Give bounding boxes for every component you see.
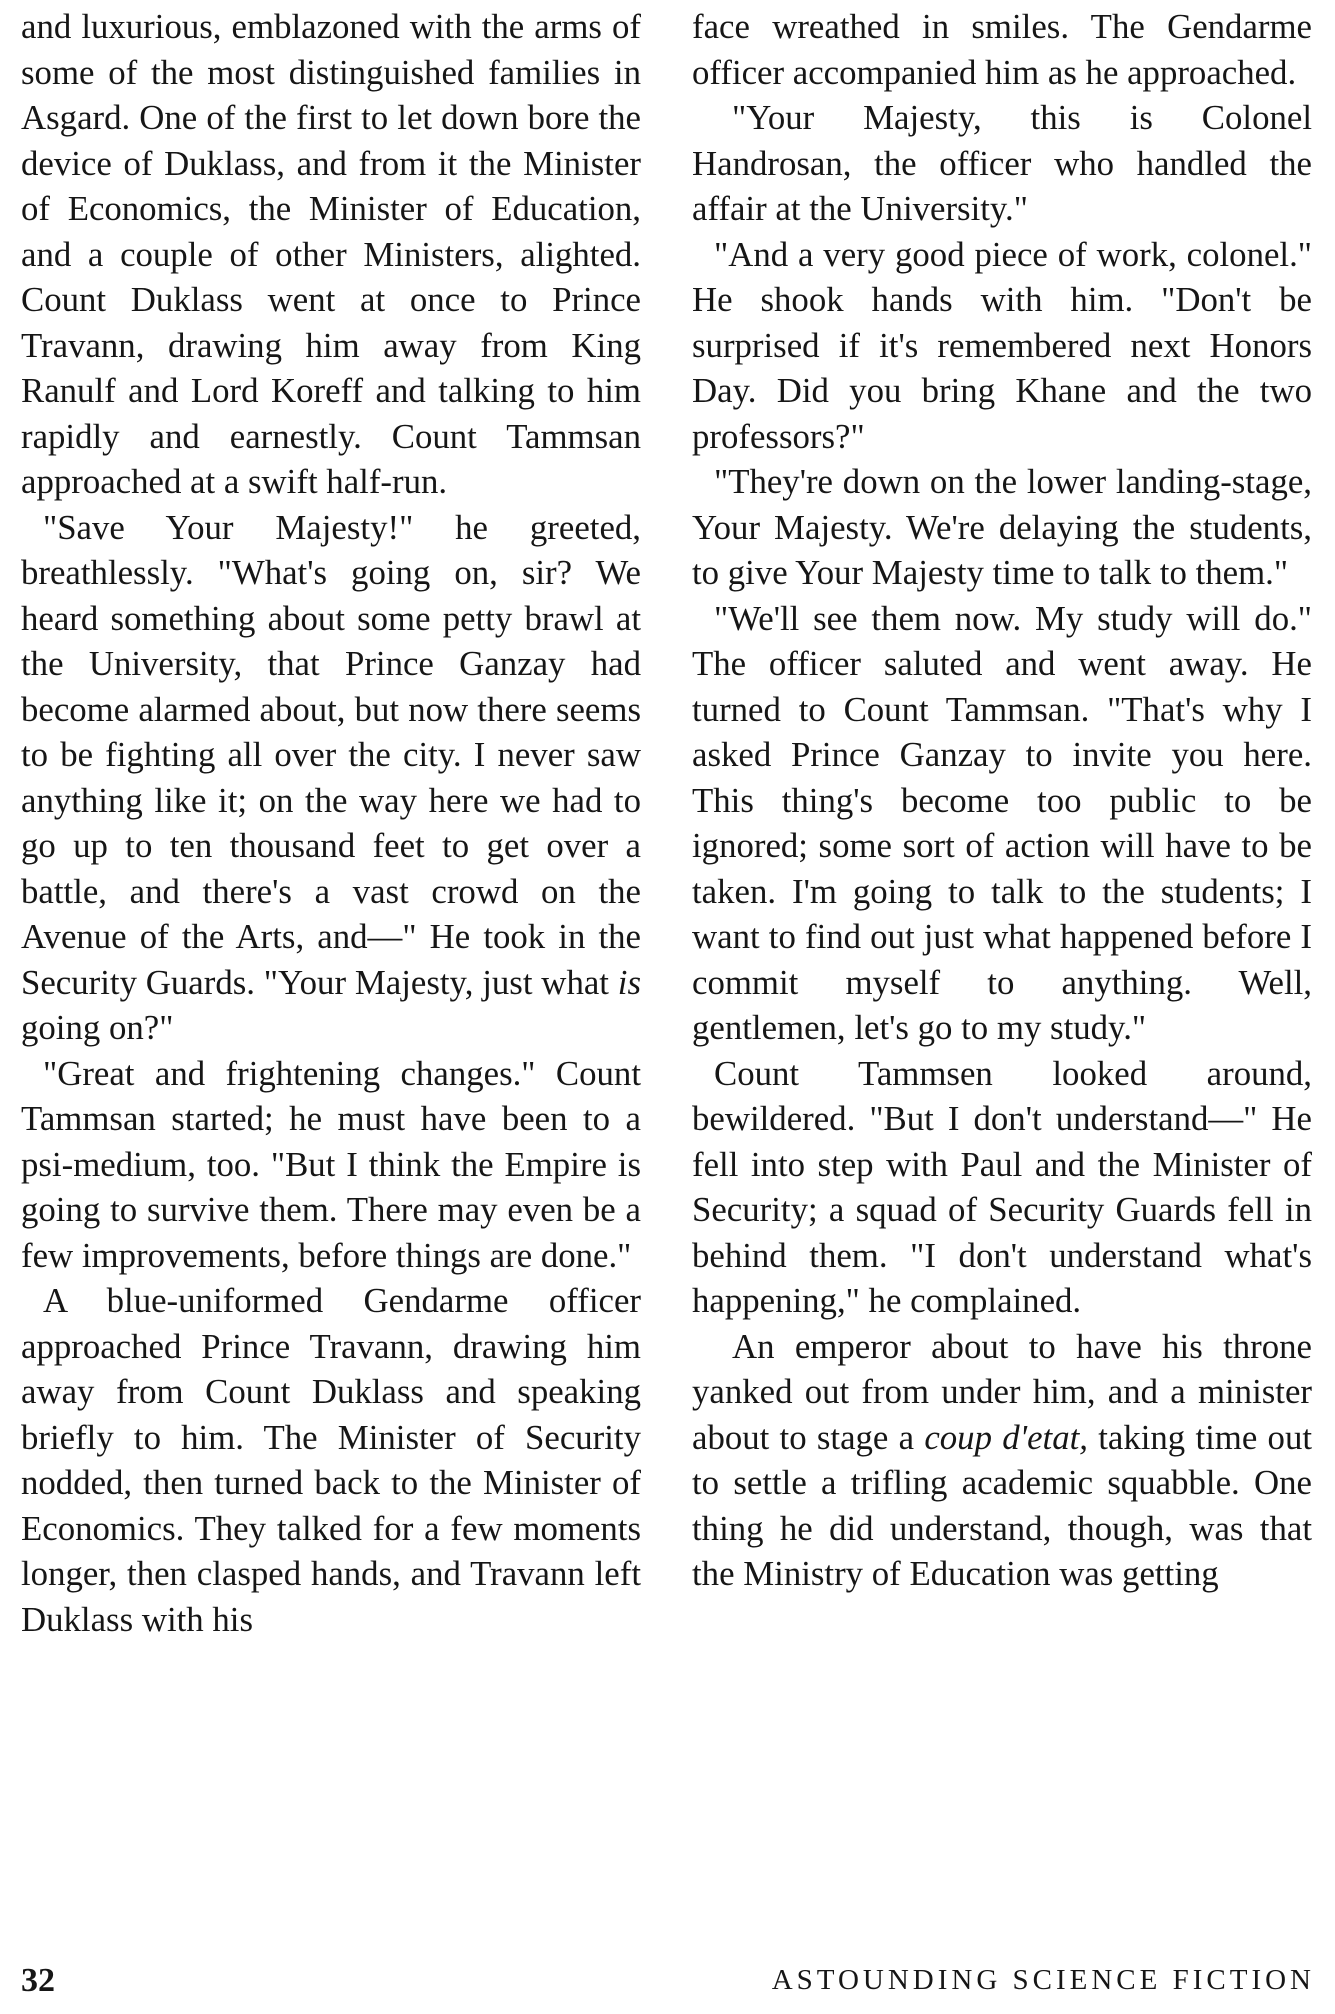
- paragraph: "Your Majesty, this is Colonel Handrosan, the officer who handled the affair at the University.": [692, 98, 1312, 228]
- right-text-column: [692, 4, 1312, 1597]
- paragraph: [21, 505, 641, 1051]
- paragraph: face wreathed in smiles. The Gendarme officer accompanied him as he approached.: [692, 7, 1312, 92]
- emphasis-text: is: [617, 962, 641, 1002]
- paragraph: "We'll see them now. My study will do." The officer saluted and went away. He turned to Count Tammsan. "That's why I asked Prince Ganzay to invite you here. This thing's become too public to be ignored; some sort of action will have to be taken. I'm going to talk to the students; I want to find out just what happened before I commit myself to anything. Well, gentlemen, let's go to my study.": [692, 598, 1312, 1047]
- running-title: ASTOUNDING SCIENCE FICTION: [771, 1964, 1315, 1996]
- page-footer: [21, 1962, 1315, 2002]
- emphasis-text: coup d'etat,: [924, 1417, 1088, 1457]
- page-number: 32: [21, 1962, 55, 1999]
- paragraph: "Great and frightening changes." Count Tammsan started; he must have been to a psi-medium, too. "But I think the Empire is going to survive them. There may even be a few improvements, before things are done.": [21, 1053, 641, 1275]
- paragraph: "And a very good piece of work, colonel." He shook hands with him. "Don't be surprised if it's remembered next Honors Day. Did you bring Khane and the two professors?": [692, 234, 1312, 456]
- paragraph: A blue-uniformed Gendarme officer approached Prince Travann, drawing him away from Count Duklass and speaking briefly to him. The Minister of Security nodded, then turned back to the Minister of Economics. They talked for a few moments longer, then clasped hands, and Travann left Duklass with his: [21, 1281, 641, 1639]
- paragraph-text: taking time out to settle a trifling academic squabble. One thing he did understand, though, was that the Ministry of Education was getting: [692, 1417, 1313, 1593]
- paragraph: "They're down on the lower landing-stage, Your Majesty. We're delaying the students, to give Your Majesty time to talk to them.": [692, 462, 1312, 592]
- paragraph-text: An emperor about to have his throne yanked out from under him, and a minister about to stage a: [692, 1326, 1312, 1457]
- paragraph: [692, 1324, 1312, 1597]
- paragraph-text: "Save Your Majesty!" he greeted, breathlessly. "What's going on, sir? We heard something about some petty brawl at the University, that Prince Ganzay had become alarmed about, but now there seems to be fighting all over the city. I never saw anything like it; on the way here we had to go up to ten thousand feet to get over a battle, and there's a vast crowd on the Avenue of the Arts, and—" He took in the Security Guards. "Your Majesty, just what: [21, 507, 641, 1002]
- paragraph: and luxurious, emblazoned with the arms of some of the most distinguished families in Asgard. One of the first to let down bore the device of Duklass, and from it the Minister of Economics, the Minister of Education, and a couple of other Ministers, alighted. Count Duklass went at once to Prince Travann, drawing him away from King Ranulf and Lord Koreff and talking to him rapidly and earnestly. Count Tammsan approached at a swift half-run.: [21, 7, 641, 501]
- left-text-column: [21, 4, 641, 1642]
- paragraph-text: going on?": [21, 1008, 174, 1047]
- paragraph: Count Tammsen looked around, bewildered. "But I don't understand—" He fell into step with Paul and the Minister of Security; a squad of Security Guards fell in behind them. "I don't understand what's happening," he complained.: [692, 1053, 1312, 1320]
